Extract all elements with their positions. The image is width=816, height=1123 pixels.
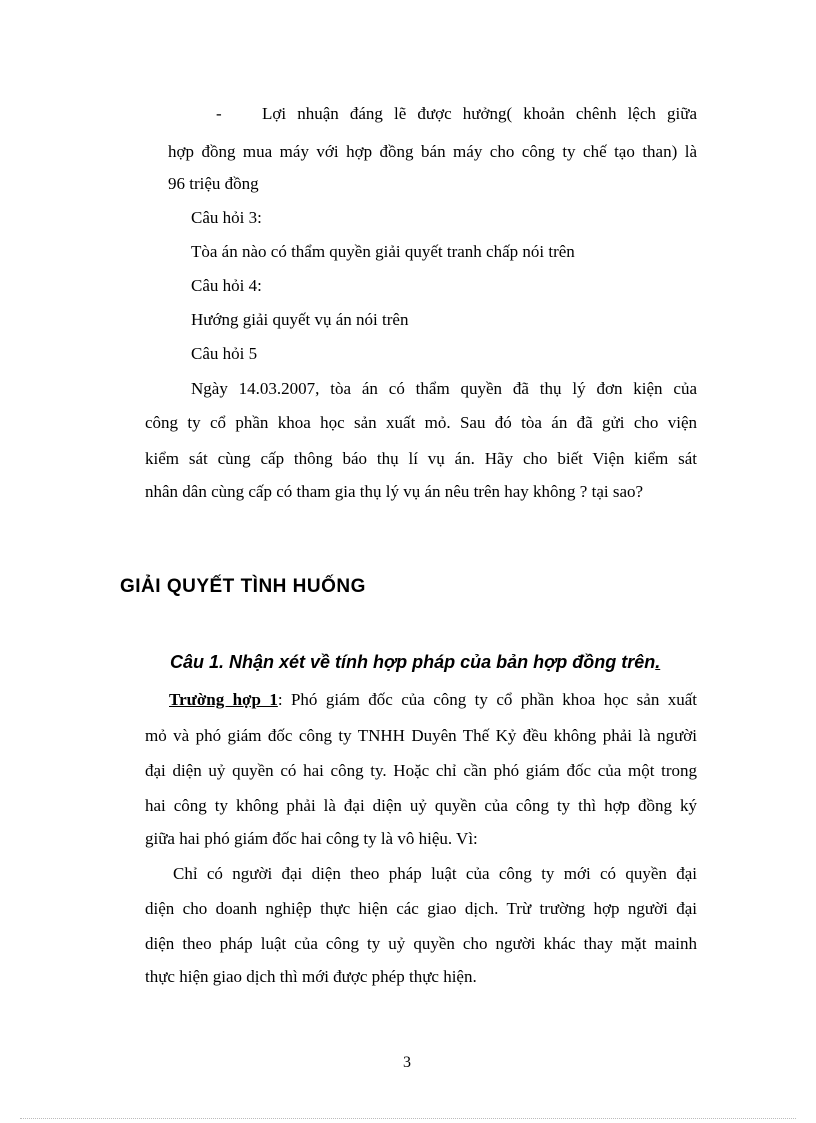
paragraph-line: nhân dân cùng cấp có tham gia thụ lý vụ án nêu trên hay không ? tại sao? bbox=[145, 482, 644, 501]
paragraph-line: giữa hai phó giám đốc hai công ty là vô hiệu. Vì: bbox=[145, 829, 478, 848]
question-4-text: Hướng giải quyết vụ án nói trên bbox=[191, 310, 409, 329]
case-1-label: Trường hợp 1 bbox=[169, 690, 278, 709]
paragraph-line: Chỉ có người đại diện theo pháp luật của công ty mới có quyền đại bbox=[173, 864, 697, 883]
case-1-line bbox=[169, 690, 697, 710]
question-4-title: Câu hỏi 4: bbox=[191, 276, 262, 295]
paragraph-line: công ty cổ phần khoa học sản xuất mỏ. Sau đó tòa án đã gửi cho viện bbox=[145, 413, 697, 432]
question-1-heading bbox=[170, 652, 660, 673]
paragraph-line: diện cho doanh nghiệp thực hiện các giao dịch. Trừ trường hợp người đại bbox=[145, 899, 697, 918]
dash-bullet: - bbox=[216, 104, 222, 123]
question-3-title: Câu hỏi 3: bbox=[191, 208, 262, 227]
question-1-heading-text: Câu 1. Nhận xét về tính hợp pháp của bản hợp đồng trên bbox=[170, 652, 656, 672]
paragraph-line: mỏ và phó giám đốc công ty TNHH Duyên Thế Kỷ đều không phải là người bbox=[145, 726, 697, 745]
paragraph-line: thực hiện giao dịch thì mới được phép thực hiện. bbox=[145, 967, 477, 986]
question-3-text: Tòa án nào có thẩm quyền giải quyết tranh chấp nói trên bbox=[191, 242, 575, 261]
question-5-title: Câu hỏi 5 bbox=[191, 344, 258, 363]
heading-period: . bbox=[655, 652, 661, 672]
paragraph-line: hai công ty không phải là đại diện uỷ quyền của công ty thì hợp đồng ký bbox=[145, 796, 697, 815]
paragraph-line: đại diện uỷ quyền có hai công ty. Hoặc chỉ cần phó giám đốc của một trong bbox=[145, 761, 697, 780]
paragraph-line: kiểm sát cùng cấp thông báo thụ lí vụ án. Hãy cho biết Viện kiểm sát bbox=[145, 449, 697, 468]
paragraph-line: 96 triệu đồng bbox=[168, 174, 259, 193]
paragraph-line: diện theo pháp luật của công ty uỷ quyền cho người khác thay mặt mainh bbox=[145, 934, 697, 953]
section-heading: GIẢI QUYẾT TÌNH HUỐNG bbox=[120, 576, 366, 597]
paragraph-line: Ngày 14.03.2007, tòa án có thẩm quyền đã thụ lý đơn kiện của bbox=[191, 379, 697, 398]
page-number: 3 bbox=[403, 1054, 411, 1071]
paragraph-line: Lợi nhuận đáng lẽ được hưởng( khoản chênh lệch giữa bbox=[262, 104, 697, 123]
paragraph-line: hợp đồng mua máy với hợp đồng bán máy cho công ty chế tạo than) là bbox=[168, 142, 697, 161]
page-footer-divider bbox=[20, 1118, 796, 1119]
case-1-text: : Phó giám đốc của công ty cổ phần khoa học sản xuất bbox=[277, 690, 697, 709]
